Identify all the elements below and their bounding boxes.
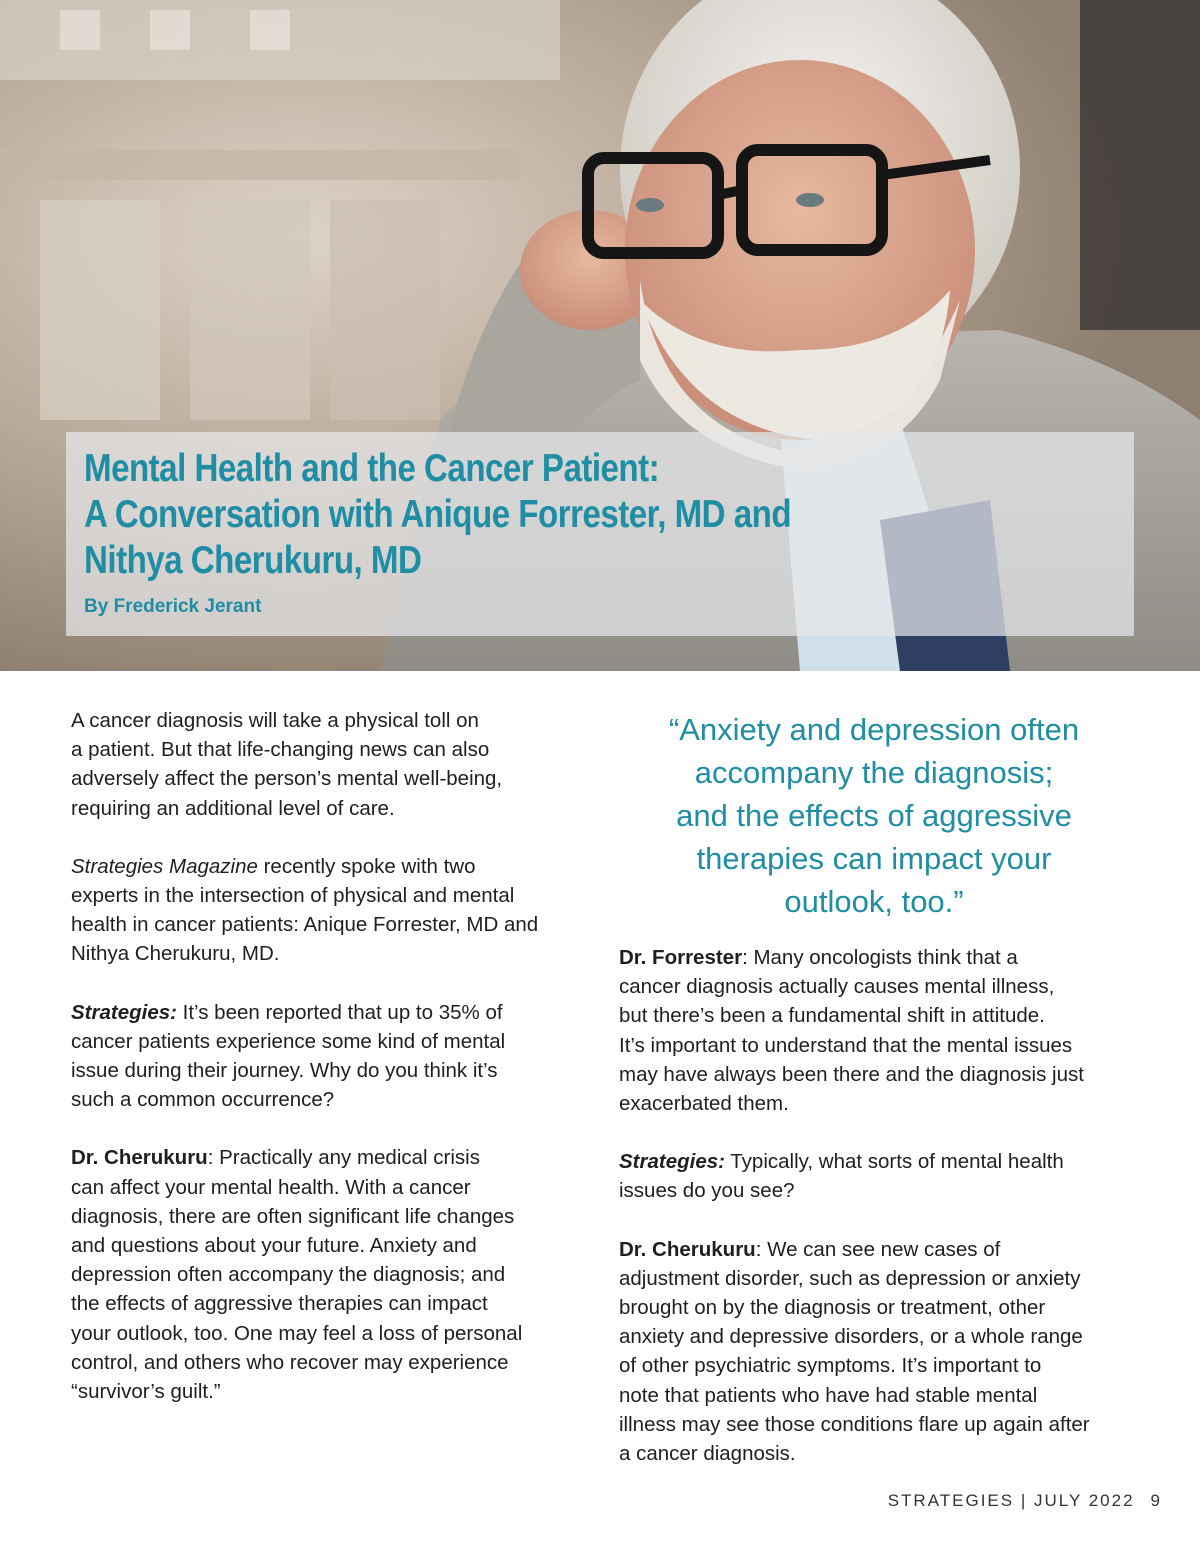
text-line: the effects of aggressive therapies can impact bbox=[71, 1292, 488, 1316]
text-line: note that patients who have had stable mental bbox=[619, 1383, 1038, 1407]
text-segment: recently spoke with two bbox=[257, 854, 476, 878]
text-line: may have always been there and the diagnosis just bbox=[619, 1062, 1084, 1086]
page-number: 9 bbox=[1150, 1491, 1160, 1510]
speaker-label: Dr. Forrester bbox=[619, 946, 743, 969]
text-line: control, and others who recover may experience bbox=[71, 1350, 509, 1374]
page-footer bbox=[888, 1491, 1160, 1511]
left-column bbox=[71, 706, 571, 1435]
text-line: but there’s been a fundamental shift in attitude. bbox=[619, 1004, 1045, 1028]
text-line bbox=[619, 1147, 1139, 1176]
text-line: depression often accompany the diagnosis; and bbox=[71, 1263, 506, 1287]
text-line: a patient. But that life-changing news can also bbox=[71, 738, 490, 762]
text-line: of other psychiatric symptoms. It’s important to bbox=[619, 1354, 1042, 1378]
speaker-label: Dr. Cherukuru bbox=[619, 1237, 756, 1261]
text-segment: : Practically any medical crisis bbox=[207, 1146, 480, 1170]
title-line: Mental Health and the Cancer Patient: bbox=[84, 447, 660, 490]
speaker-label: Dr. Cherukuru bbox=[71, 1146, 208, 1170]
question-2 bbox=[619, 1147, 1139, 1205]
answer-2 bbox=[619, 943, 1139, 1118]
text-line: Nithya Cherukuru, MD. bbox=[71, 942, 280, 966]
quote-line: therapies can impact your bbox=[696, 841, 1052, 876]
text-line: cancer diagnosis actually causes mental illness, bbox=[619, 975, 1055, 999]
speaker-label: Strategies: bbox=[71, 1000, 177, 1024]
text-line: a cancer diagnosis. bbox=[619, 1442, 796, 1466]
magazine-name: Strategies Magazine bbox=[71, 854, 258, 878]
text-line: such a common occurrence? bbox=[71, 1088, 335, 1112]
speaker-label: Strategies: bbox=[619, 1150, 725, 1174]
text-line: brought on by the diagnosis or treatment, other bbox=[619, 1296, 1046, 1320]
text-segment: : We can see new cases of bbox=[755, 1237, 1001, 1261]
text-line: exacerbated them. bbox=[619, 1092, 789, 1116]
text-line: It’s important to understand that the mental issues bbox=[619, 1033, 1073, 1057]
quote-line: and the effects of aggressive bbox=[676, 798, 1072, 833]
text-line bbox=[619, 943, 1139, 972]
text-segment: : Many oncologists think that a bbox=[742, 946, 1018, 969]
quote-line: “Anxiety and depression often bbox=[668, 712, 1080, 747]
text-line: “survivor’s guilt.” bbox=[71, 1380, 221, 1404]
text-line: anxiety and depressive disorders, or a whole range bbox=[619, 1325, 1083, 1349]
text-line: your outlook, too. One may feel a loss of personal bbox=[71, 1321, 523, 1345]
intro-paragraph bbox=[71, 706, 571, 823]
text-line: adversely affect the person’s mental well-being, bbox=[71, 767, 503, 791]
quote-line: outlook, too.” bbox=[784, 884, 964, 919]
title-line: Nithya Cherukuru, MD bbox=[84, 539, 422, 582]
byline: By Frederick Jerant bbox=[84, 596, 262, 617]
answer-1 bbox=[71, 1143, 571, 1406]
text-line bbox=[71, 998, 571, 1027]
pull-quote bbox=[620, 708, 1128, 923]
text-line: illness may see those conditions flare up again after bbox=[619, 1412, 1090, 1436]
text-line: adjustment disorder, such as depression or anxiety bbox=[619, 1266, 1081, 1290]
text-line bbox=[71, 852, 571, 881]
text-segment: Typically, what sorts of mental health bbox=[724, 1150, 1064, 1174]
text-line: and questions about your future. Anxiety and bbox=[71, 1234, 477, 1258]
text-line bbox=[71, 1143, 571, 1172]
text-line: A cancer diagnosis will take a physical toll on bbox=[71, 709, 479, 732]
text-line: health in cancer patients: Anique Forrester, MD and bbox=[71, 913, 539, 937]
text-line: issues do you see? bbox=[619, 1179, 795, 1203]
text-line: can affect your mental health. With a cancer bbox=[71, 1175, 471, 1199]
text-line bbox=[619, 1235, 1139, 1264]
title-line: A Conversation with Anique Forrester, MD and bbox=[84, 493, 792, 536]
article-title bbox=[84, 446, 944, 584]
right-column bbox=[619, 943, 1139, 1497]
text-line: experts in the intersection of physical and mental bbox=[71, 884, 515, 908]
context-paragraph bbox=[71, 852, 571, 969]
question-1 bbox=[71, 998, 571, 1115]
publication-issue: STRATEGIES | JULY 2022 bbox=[887, 1491, 1135, 1510]
text-segment: It’s been reported that up to 35% of bbox=[176, 1000, 503, 1024]
text-line: requiring an additional level of care. bbox=[71, 796, 395, 820]
answer-3 bbox=[619, 1235, 1139, 1469]
text-line: issue during their journey. Why do you think it’s bbox=[71, 1059, 498, 1083]
quote-line: accompany the diagnosis; bbox=[694, 755, 1054, 790]
text-line: diagnosis, there are often significant life changes bbox=[71, 1204, 515, 1228]
text-line: cancer patients experience some kind of mental bbox=[71, 1029, 506, 1053]
